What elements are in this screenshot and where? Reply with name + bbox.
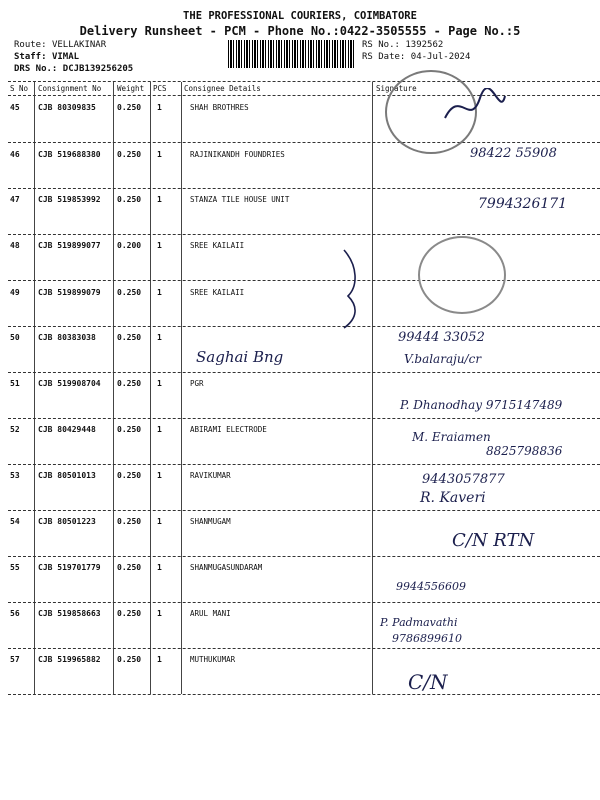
row-consignment: CJB 519899079 [38, 288, 101, 297]
row-weight: 0.250 [117, 655, 142, 664]
header-bottom-rule [8, 95, 600, 96]
row-pcs: 1 [157, 103, 162, 112]
row-rule [8, 464, 600, 465]
row-rule [8, 418, 600, 419]
staff-value: VIMAL [51, 52, 80, 62]
row-consignment: CJB 519908704 [38, 379, 101, 388]
row-pcs: 1 [157, 379, 162, 388]
row-sno: 57 [10, 655, 20, 664]
table-row [0, 288, 600, 334]
row-pcs: 1 [157, 288, 162, 297]
row-rule [8, 142, 600, 143]
row-sno: 50 [10, 333, 20, 342]
row-sno: 48 [10, 241, 20, 250]
row-pcs: 1 [157, 241, 162, 250]
row-pcs: 1 [157, 195, 162, 204]
row-consignment: CJB 519853992 [38, 195, 101, 204]
row-pcs: 1 [157, 655, 162, 664]
row-sno: 56 [10, 609, 20, 618]
handwritten-name: R. Kaveri [420, 490, 486, 506]
handwritten-signature: P. Dhanodhay 9715147489 [400, 398, 563, 412]
route-value: VELLAKINAR [51, 40, 107, 50]
title-line-2: Delivery Runsheet - PCM - Phone No.:0422-3505555 - Page No.:5 [79, 24, 521, 38]
row-weight: 0.250 [117, 103, 142, 112]
row-sno: 45 [10, 103, 20, 112]
row-sno: 52 [10, 425, 20, 434]
rs-no-value: 1392562 [405, 40, 444, 50]
handwritten-name: V.balaraju/cr [404, 352, 482, 366]
handwritten-phone: 98422 55908 [470, 146, 557, 161]
staff-label: Staff: [14, 52, 47, 62]
row-weight: 0.250 [117, 563, 142, 572]
row-consignee: SHANMUGAM [190, 517, 231, 526]
row-consignment: CJB 519688380 [38, 150, 101, 159]
staff-field [14, 52, 79, 62]
handwritten-name: M. Eraiamen [412, 430, 491, 444]
handwritten-name: P. Padmavathi [380, 616, 458, 629]
row-pcs: 1 [157, 563, 162, 572]
row-rule [8, 556, 600, 557]
row-rule [8, 234, 600, 235]
row-consignee: MUTHUKUMAR [190, 655, 236, 664]
rs-date-field [362, 52, 470, 62]
drs-field [14, 64, 133, 74]
row-rule [8, 372, 600, 373]
barcode [228, 40, 356, 68]
row-weight: 0.250 [117, 195, 142, 204]
drs-label: DRS No.: [14, 64, 58, 74]
rs-no-field [362, 40, 443, 50]
col-sno-header: S No [10, 84, 29, 93]
row-pcs: 1 [157, 517, 162, 526]
company-stamp-kailash [418, 236, 506, 314]
header-top-rule [8, 81, 600, 82]
row-consignment: CJB 80383038 [38, 333, 96, 342]
row-sno: 49 [10, 288, 20, 297]
handwritten-phone: 9944556609 [396, 580, 466, 593]
handwritten-phone: 9443057877 [422, 472, 505, 487]
row-sno: 51 [10, 379, 20, 388]
col-consignment-header: Consignment No [38, 84, 102, 93]
row-sno: 53 [10, 471, 20, 480]
row-consignee: SHANMUGASUNDARAM [190, 563, 263, 572]
bracket-mark [340, 246, 360, 330]
row-weight: 0.250 [117, 333, 142, 342]
route-field [14, 40, 106, 50]
row-rule [8, 510, 600, 511]
col-pcs-header: PCS [153, 84, 167, 93]
row-pcs: 1 [157, 471, 162, 480]
row-consignment: CJB 519965882 [38, 655, 101, 664]
row-consignment: CJB 80501013 [38, 471, 96, 480]
row-weight: 0.250 [117, 609, 142, 618]
row-rule [8, 326, 600, 327]
row-pcs: 1 [157, 425, 162, 434]
row-consignment: CJB 80309835 [38, 103, 96, 112]
handwritten-note: C/N [408, 670, 448, 694]
row-weight: 0.250 [117, 379, 142, 388]
row-consignment: CJB 519899077 [38, 241, 101, 250]
row-consignment: CJB 80501223 [38, 517, 96, 526]
title-line-1: THE PROFESSIONAL COURIERS, COIMBATORE [183, 10, 417, 22]
rs-date-label: RS Date: [362, 52, 406, 62]
row-rule [8, 602, 600, 603]
row-rule [8, 694, 600, 695]
row-rule [8, 648, 600, 649]
handwritten-phone: 8825798836 [486, 444, 563, 458]
row-consignee: SREE KAILAII [190, 241, 245, 250]
col-weight-header: Weight [117, 84, 145, 93]
row-consignee: SREE KAILAII [190, 288, 245, 297]
handwritten-phone: 99444 33052 [398, 330, 485, 345]
row-weight: 0.200 [117, 241, 142, 250]
handwritten-note: Saghai Bng [196, 348, 284, 366]
signature-scribble [440, 88, 510, 132]
row-sno: 47 [10, 195, 20, 204]
drs-value: DCJB139256205 [62, 64, 134, 74]
col-signature-header: Signature [376, 84, 417, 93]
col-details-header: Consignee Details [184, 84, 261, 93]
handwritten-phone: 7994326171 [478, 196, 568, 212]
row-consignee: PGR [190, 379, 204, 388]
row-consignment: CJB 519858663 [38, 609, 101, 618]
row-consignee: SHAH BROTHRES [190, 103, 249, 112]
row-weight: 0.250 [117, 471, 142, 480]
row-consignee: RAJINIKANDH FOUNDRIES [190, 150, 285, 159]
row-weight: 0.250 [117, 150, 142, 159]
route-label: Route: [14, 40, 47, 50]
row-consignee: ABIRAMI ELECTRODE [190, 425, 267, 434]
row-pcs: 1 [157, 150, 162, 159]
row-sno: 55 [10, 563, 20, 572]
row-consignment: CJB 519701779 [38, 563, 101, 572]
row-consignee: RAVIKUMAR [190, 471, 231, 480]
row-pcs: 1 [157, 333, 162, 342]
rs-no-label: RS No.: [362, 40, 400, 50]
row-weight: 0.250 [117, 425, 142, 434]
row-sno: 54 [10, 517, 20, 526]
row-rule [8, 188, 600, 189]
row-consignee: STANZA TILE HOUSE UNIT [190, 195, 290, 204]
row-consignment: CJB 80429448 [38, 425, 96, 434]
row-weight: 0.250 [117, 288, 142, 297]
handwritten-phone: 9786899610 [392, 632, 462, 645]
row-weight: 0.250 [117, 517, 142, 526]
row-pcs: 1 [157, 609, 162, 618]
row-rule [8, 280, 600, 281]
row-sno: 46 [10, 150, 20, 159]
handwritten-note: C/N RTN [452, 530, 535, 551]
row-consignee: ARUL MANI [190, 609, 231, 618]
rs-date-value: 04-Jul-2024 [410, 52, 471, 62]
